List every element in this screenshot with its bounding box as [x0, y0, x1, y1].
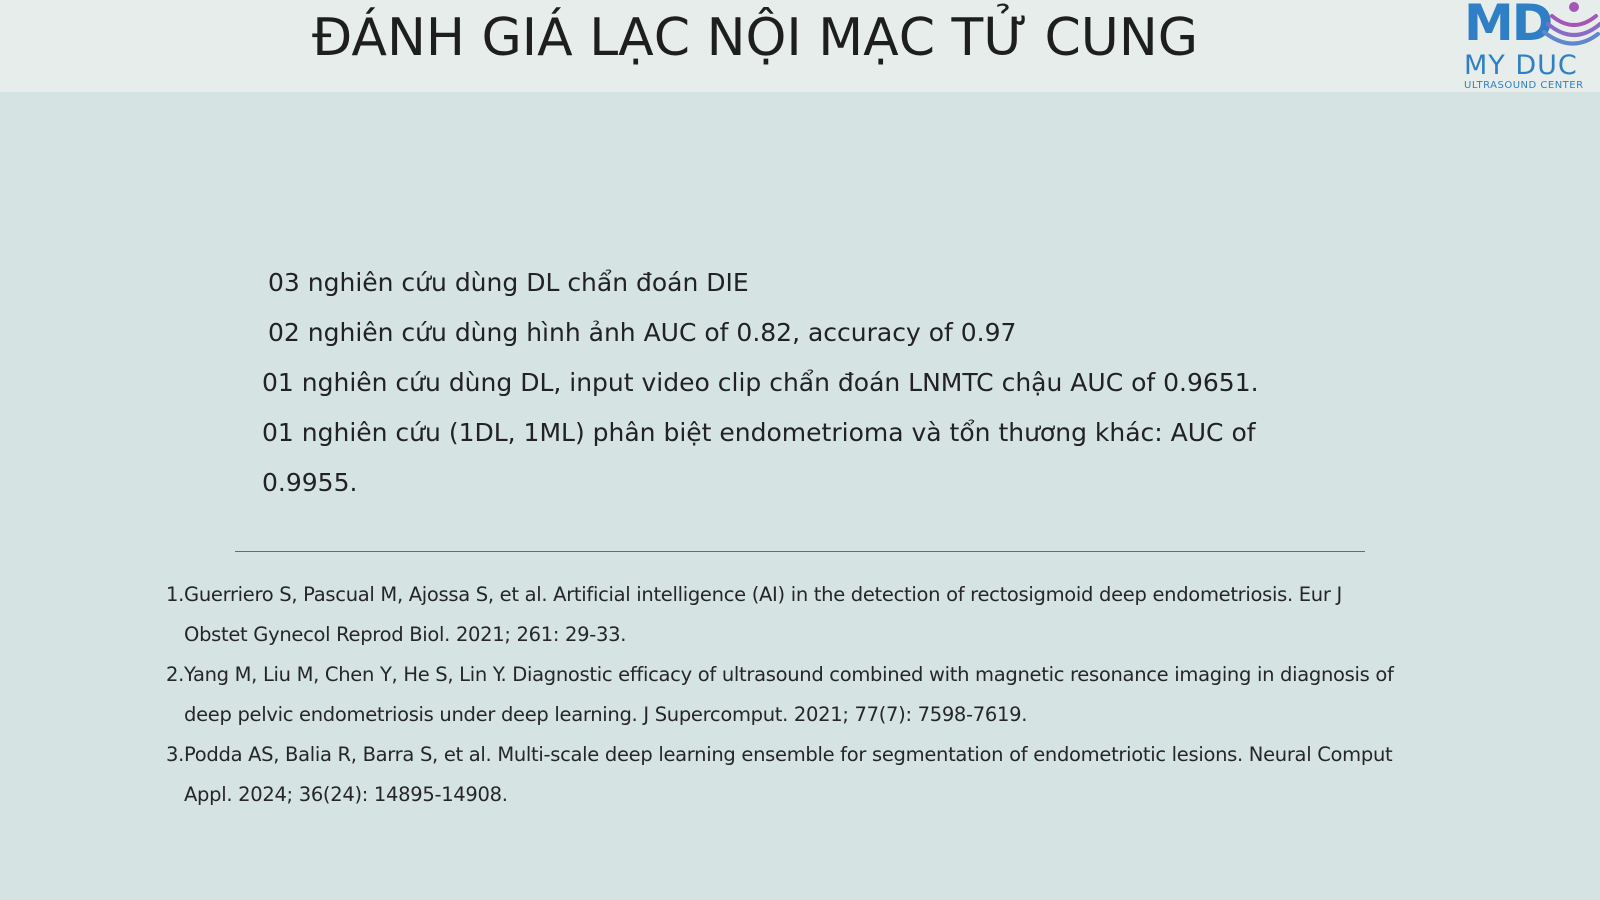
my-duc-logo	[1460, 0, 1600, 92]
reference-number: 2.	[166, 663, 185, 686]
reference-text: Guerriero S, Pascual M, Ajossa S, et al. Artificial intelligence (AI) in the detection of rectosigmoid deep endometriosis. Eur J Obstet Gynecol Reprod Biol. 2021; 261: 29-33.	[184, 583, 1342, 646]
reference-number: 3.	[166, 743, 185, 766]
reference-number: 1.	[166, 583, 185, 606]
finding-item: 01 nghiên cứu dùng DL, input video clip chẩn đoán LNMTC chậu AUC of 0.9651.	[262, 368, 1259, 397]
reference-text: Podda AS, Balia R, Barra S, et al. Multi-scale deep learning ensemble for segmentation of endometriotic lesions. Neural Comput Appl. 2024; 36(24): 14895-14908.	[184, 743, 1393, 806]
divider	[235, 551, 1365, 552]
finding-item: 03 nghiên cứu dùng DL chẩn đoán DIE	[268, 268, 749, 297]
findings-list	[262, 258, 1302, 508]
logo-name: MY DUC	[1464, 50, 1578, 81]
logo-tagline: ULTRASOUND CENTER	[1464, 80, 1584, 91]
logo-mark: MD	[1464, 0, 1552, 52]
reference-item	[166, 575, 1406, 655]
finding-item: 01 nghiên cứu (1DL, 1ML) phân biệt endometrioma và tổn thương khác: AUC of 0.9955.	[262, 418, 1256, 497]
slide-header	[0, 0, 1600, 92]
finding-item: 02 nghiên cứu dùng hình ảnh AUC of 0.82, accuracy of 0.97	[268, 318, 1017, 347]
ultrasound-waves-icon	[1538, 0, 1600, 46]
reference-item	[166, 735, 1406, 815]
reference-text: Yang M, Liu M, Chen Y, He S, Lin Y. Diagnostic efficacy of ultrasound combined with magnetic resonance imaging in diagnosis of deep pelvic endometriosis under deep learning. J Supercomput. 2021; 77(7): 7598-7619.	[184, 663, 1394, 726]
slide-title: ĐÁNH GIÁ LẠC NỘI MẠC TỬ CUNG	[311, 8, 1199, 68]
references-list	[166, 575, 1406, 815]
reference-item	[166, 655, 1406, 735]
